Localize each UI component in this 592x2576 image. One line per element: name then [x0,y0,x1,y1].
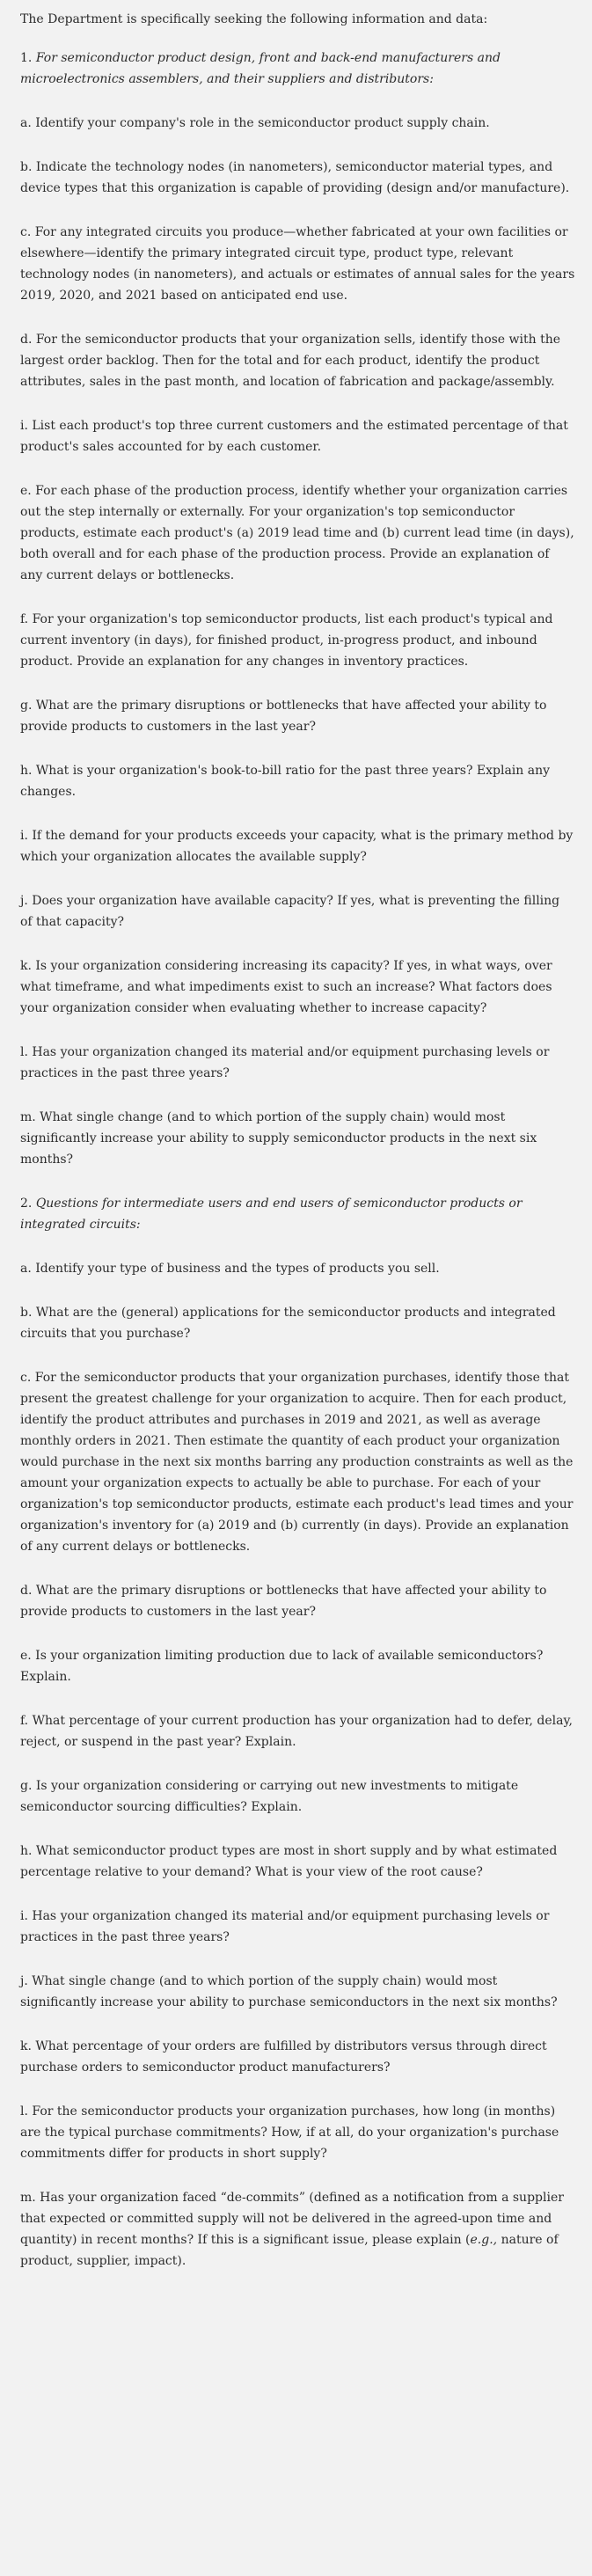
question-1e: e. For each phase of the production process, identify whether your organization carries out the step internally or externally. For your organization's top semiconductor products, estimate each product's (a) 2019 lead time and (b) current lead time (in days), both overall and for each phase of the production process. Provide an explanation of any current delays or bottlenecks. [20,484,574,582]
question-1g: g. What are the primary disruptions or bottlenecks that have affected your ability to provide products to customers in the last year? [20,699,547,734]
question-1a: a. Identify your company's role in the semiconductor product supply chain. [20,116,490,130]
question-2d: d. What are the primary disruptions or bottlenecks that have affected your ability to provide products to customers in the last year? [20,1584,547,1619]
question-2e: e. Is your organization limiting production due to lack of available semiconductors? Explain. [20,1649,544,1684]
section-2-number: 2. [20,1197,33,1211]
question-1c: c. For any integrated circuits you produce—whether fabricated at your own facilities or elsewhere—identify the primary integrated circuit type, product type, relevant technology nodes (in nanometers), and actuals or estimates of annual sales for the years 2019, 2020, and 2021 based on anticipated end use. [20,225,575,303]
question-2j: j. What single change (and to which portion of the supply chain) would most significantly increase your ability to purchase semiconductors in the next six months? [20,1974,558,2009]
section-1-number: 1. [20,51,33,65]
question-1h: h. What is your organization's book-to-bill ratio for the past three years? Explain any changes. [20,764,551,799]
section-2-title: Questions for intermediate users and end users of semiconductor products or integrated circuits: [20,1197,523,1232]
question-1m: m. What single change (and to which portion of the supply chain) would most significantly increase your ability to supply semiconductor products in the next six months? [20,1110,537,1167]
question-2m-tail: nature of product, supplier, impact). [20,2233,559,2268]
question-2m [20,2187,575,2272]
question-2g: g. Is your organization considering or carrying out new investments to mitigate semiconductor sourcing difficulties? Explain. [20,1779,519,1814]
question-1i: i. If the demand for your products exceeds your capacity, what is the primary method by which your organization allocates the available supply? [20,829,574,864]
question-2k: k. What percentage of your orders are fulfilled by distributors versus through direct purchase orders to semiconductor product manufacturers? [20,2039,547,2075]
question-2i: i. Has your organization changed its material and/or equipment purchasing levels or practices in the past three years? [20,1909,550,1944]
question-2a: a. Identify your type of business and the types of products you sell. [20,1262,440,1276]
question-1k: k. Is your organization considering increasing its capacity? If yes, in what ways, over what timeframe, and what impediments exist to such an increase? What factors does your organization consider when evaluating whether to increase capacity? [20,959,552,1015]
section-1-title: For semiconductor product design, front and back-end manufacturers and microelectronics assemblers, and their suppliers and distributors: [20,51,501,86]
question-2m-eg: e.g., [470,2233,498,2247]
section-1-heading [20,48,575,90]
question-1d-i: i. List each product's top three current customers and the estimated percentage of that product's sales accounted for by each customer. [20,419,568,454]
intro-paragraph: The Department is specifically seeking the following information and data: [20,12,488,26]
question-2l: l. For the semiconductor products your organization purchases, how long (in months) are the typical purchase commitments? How, if at all, do your organization's purchase commitments differ for products in short supply? [20,2104,559,2161]
question-2h: h. What semiconductor product types are most in short supply and by what estimated percentage relative to your demand? What is your view of the root cause? [20,1844,558,1879]
question-1l: l. Has your organization changed its material and/or equipment purchasing levels or practices in the past three years? [20,1045,550,1080]
question-1f: f. For your organization's top semiconductor products, list each product's typical and current inventory (in days), for finished product, in-progress product, and inbound product. Provide an explanation for any changes in inventory practices. [20,612,553,669]
question-1d: d. For the semiconductor products that your organization sells, identify those with the largest order backlog. Then for the total and for each product, identify the product attributes, sales in the past month, and location of fabrication and package/assembly. [20,333,561,389]
question-2b: b. What are the (general) applications for the semiconductor products and integrated circuits that you purchase? [20,1306,556,1341]
question-2c: c. For the semiconductor products that your organization purchases, identify those that present the greatest challenge for your organization to acquire. Then for each product, identify the product attributes and purchases in 2019 and 2021, as well as average monthly orders in 2021. Then estimate the quantity of each product your organization would purchase in the next six months barring any production constraints as well as the amount your organization expects to actually be able to purchase. For each of your organization's top semiconductor products, estimate each product's lead times and your organization's inventory for (a) 2019 and (b) currently (in days). Provide an explanation of any current delays or bottlenecks. [20,1371,574,1554]
section-2-heading [20,1193,575,1235]
question-2f: f. What percentage of your current production has your organization had to defer, delay, reject, or suspend in the past year? Explain. [20,1714,574,1749]
question-1j: j. Does your organization have available capacity? If yes, what is preventing the filling of that capacity? [20,894,560,929]
question-2m-text: m. Has your organization faced “de-commits” (defined as a notification from a supplier that expected or committed supply will not be delivered in the agreed-upon time and quantity) in recent months? If this is a significant issue, please explain ( [20,2191,564,2247]
question-1b: b. Indicate the technology nodes (in nanometers), semiconductor material types, and device types that this organization is capable of providing (design and/or manufacture). [20,160,570,195]
